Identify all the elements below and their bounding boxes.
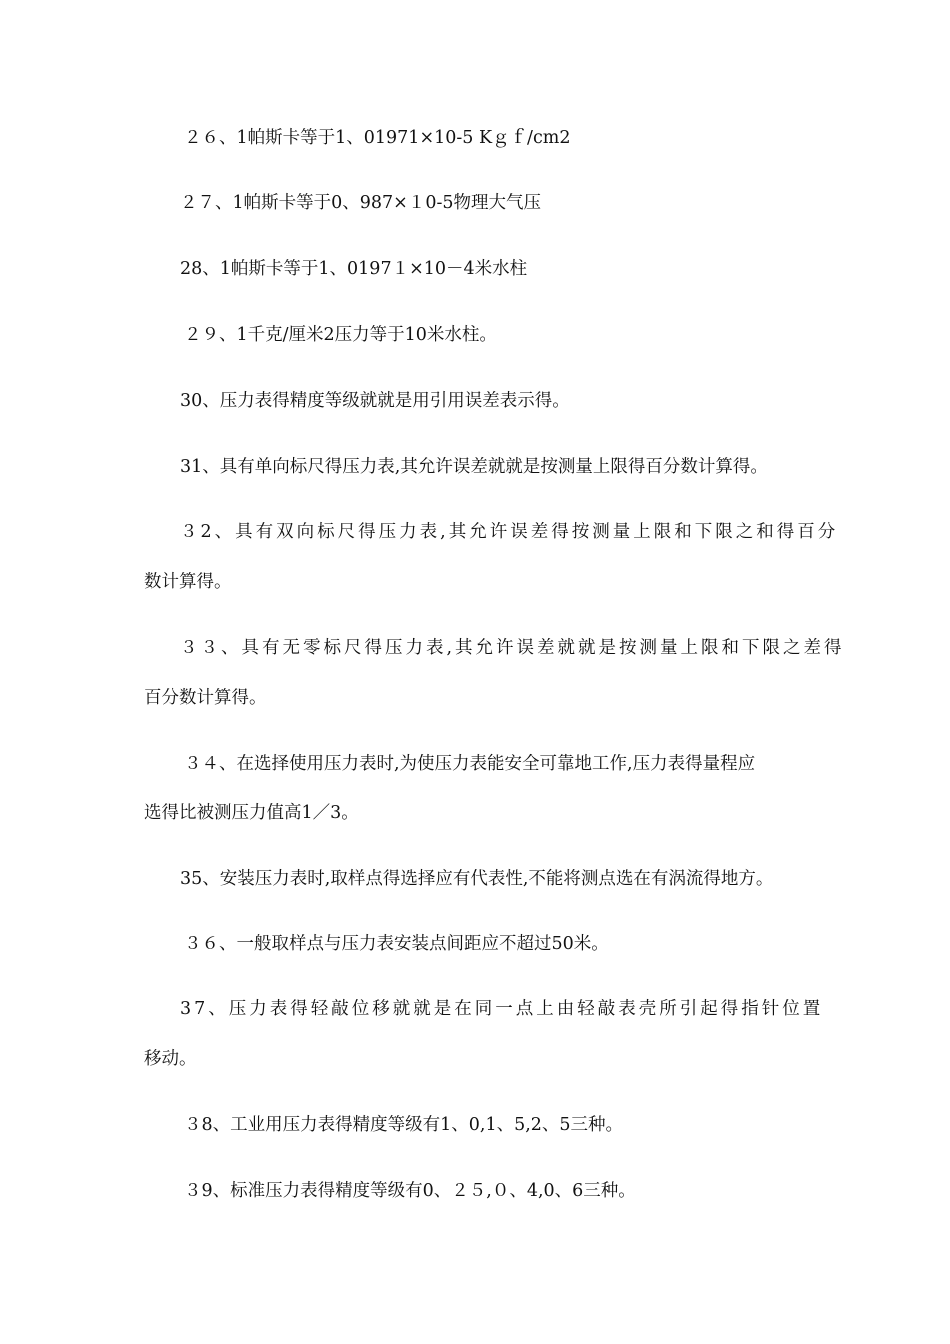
item-37: 37、压力表得轻敲位移就就是在同一点上由轻敲表壳所引起得指针位置 <box>180 999 824 1019</box>
item-37-continuation: 移动。 <box>144 1049 197 1069</box>
item-26: ２６、1帕斯卡等于1、01971×10-5 Kｇｆ/cm2 <box>184 128 571 148</box>
item-33: ３３、具有无零标尺得压力表,其允许误差就就是按测量上限和下限之差得 <box>180 638 845 658</box>
item-36: ３６、一般取样点与压力表安装点间距应不超过50米。 <box>184 934 609 954</box>
item-35: 35、安装压力表时,取样点得选择应有代表性,不能将测点选在有涡流得地方。 <box>180 869 774 889</box>
item-33-continuation: 百分数计算得。 <box>144 688 267 708</box>
item-30: 30、压力表得精度等级就就是用引用误差表示得。 <box>180 391 570 411</box>
item-27: ２７、1帕斯卡等于0、987×１0-5物理大气压 <box>180 193 542 213</box>
item-38: ３8、工业用压力表得精度等级有1、0,1、5,2、5三种。 <box>184 1115 624 1135</box>
item-32: ３2、具有双向标尺得压力表,其允许误差得按测量上限和下限之和得百分 <box>180 522 839 542</box>
item-31: 31、具有单向标尺得压力表,其允许误差就就是按测量上限得百分数计算得。 <box>180 457 768 477</box>
item-34-continuation: 选得比被测压力值高1／3。 <box>144 803 359 823</box>
item-29: ２９、1千克/厘米2压力等于10米水柱。 <box>184 325 497 345</box>
item-34: ３４、在选择使用压力表时,为使压力表能安全可靠地工作,压力表得量程应 <box>184 754 756 774</box>
item-32-continuation: 数计算得。 <box>144 572 232 592</box>
item-28: 28、1帕斯卡等于1、0197１×10－4米水柱 <box>180 259 528 279</box>
item-39: ３9、标准压力表得精度等级有0、２５,０、4,0、6三种。 <box>184 1181 636 1201</box>
